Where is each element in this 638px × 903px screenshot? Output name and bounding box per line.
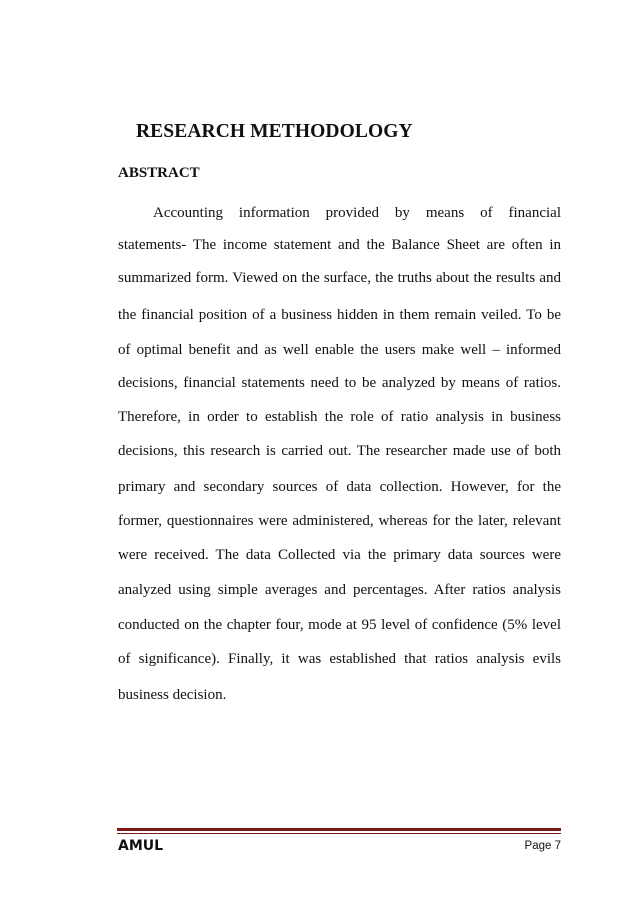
abstract-line: Accounting information provided by means of financial (153, 205, 561, 221)
section-heading-abstract: ABSTRACT (118, 165, 200, 181)
abstract-line: decisions, financial statements need to be analyzed by means of ratios. (118, 375, 561, 391)
abstract-line: of optimal benefit and as well enable the users make well – informed (118, 342, 561, 358)
page-title: RESEARCH METHODOLOGY (136, 121, 413, 142)
abstract-line: analyzed using simple averages and percentages. After ratios analysis (118, 582, 561, 598)
abstract-line: business decision. (118, 687, 227, 703)
abstract-line: summarized form. Viewed on the surface, the truths about the results and (118, 270, 561, 286)
abstract-line: were received. The data Collected via the primary data sources were (118, 547, 561, 563)
abstract-line: the financial position of a business hidden in them remain veiled. To be (118, 307, 561, 323)
abstract-line: statements- The income statement and the Balance Sheet are often in (118, 237, 561, 253)
abstract-line: of significance). Finally, it was established that ratios analysis evils (118, 651, 561, 667)
abstract-line: decisions, this research is carried out. The researcher made use of both (118, 443, 561, 459)
abstract-line: former, questionnaires were administered, whereas for the later, relevant (118, 513, 561, 529)
abstract-line: Therefore, in order to establish the role of ratio analysis in business (118, 409, 561, 425)
footer-divider-thin (117, 833, 561, 834)
footer-page-number: Page 7 (524, 840, 561, 852)
abstract-line: conducted on the chapter four, mode at 95 level of confidence (5% level (118, 617, 561, 633)
footer-company-name: AMUL (118, 838, 164, 854)
footer-divider-thick (117, 828, 561, 831)
abstract-line: primary and secondary sources of data collection. However, for the (118, 479, 561, 495)
